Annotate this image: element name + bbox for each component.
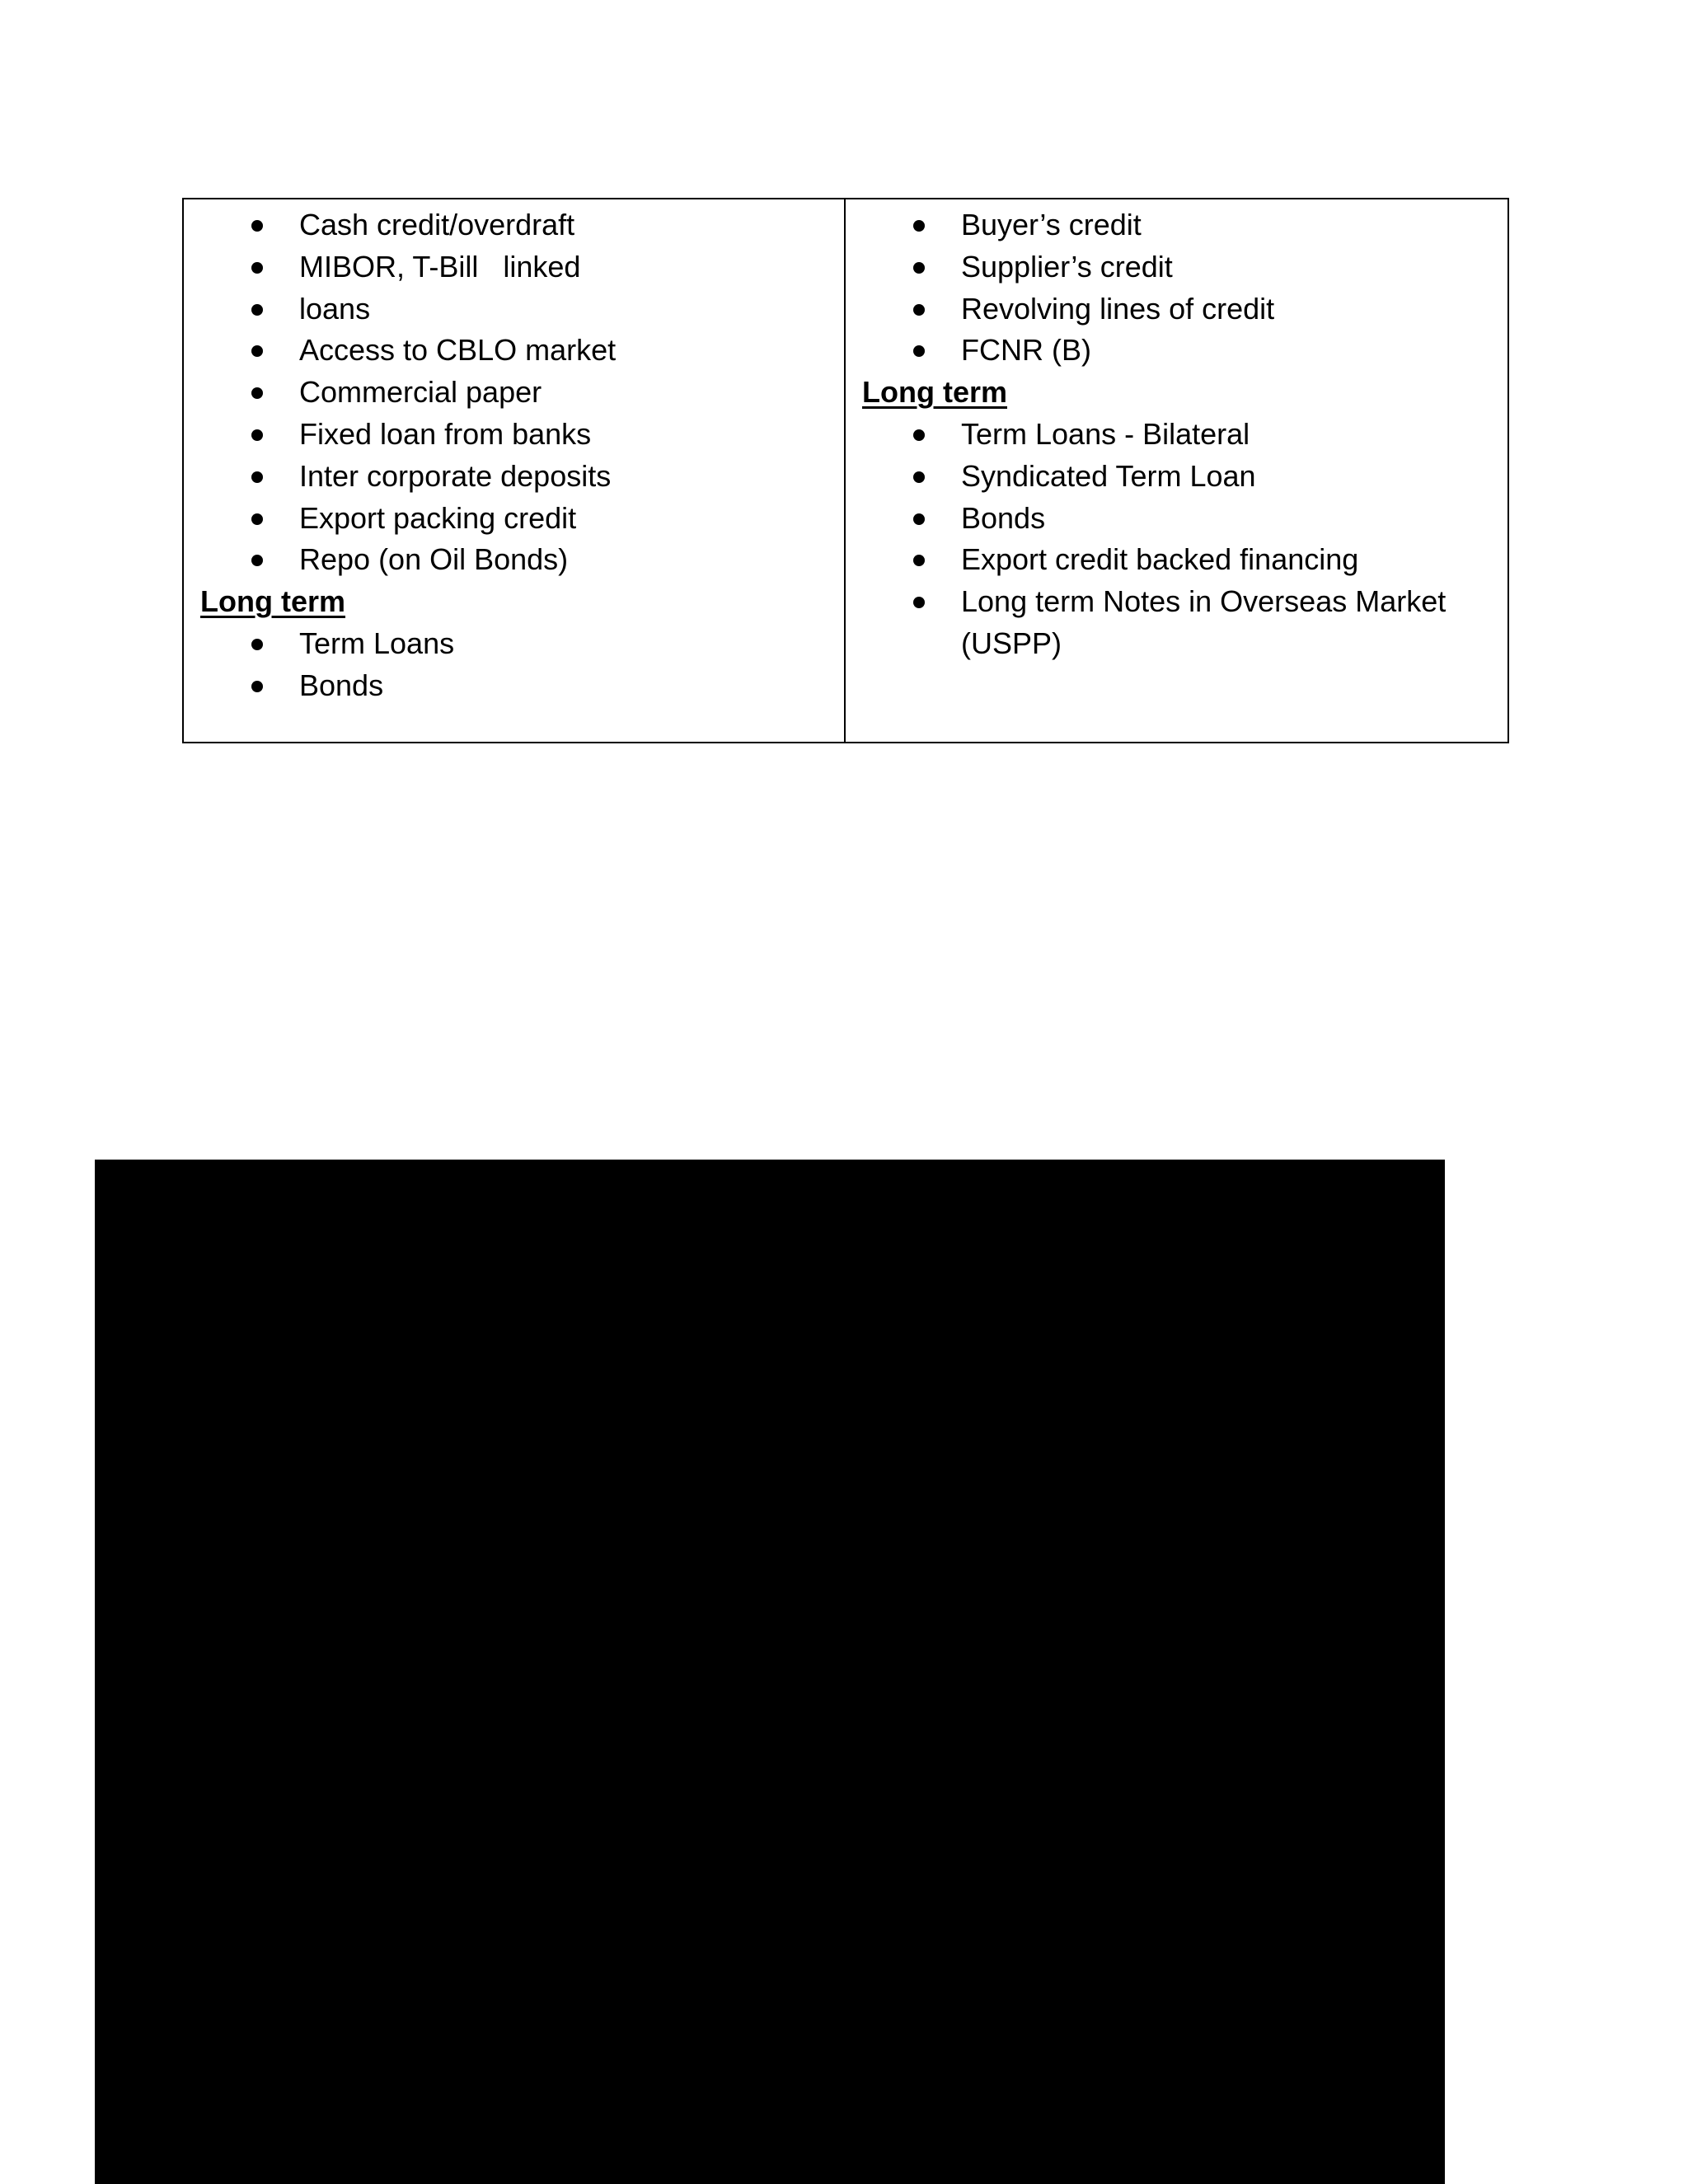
bullet-icon	[251, 639, 263, 650]
list-item: Term Loans - Bilateral	[846, 414, 1507, 456]
bullet-icon	[913, 513, 925, 525]
list-item: Export packing credit	[184, 498, 844, 540]
bullet-icon	[251, 681, 263, 692]
bullet-icon	[913, 262, 925, 274]
bullet-icon	[251, 304, 263, 316]
right-column-cell	[845, 199, 1508, 743]
list-item: Cash credit/overdraft	[184, 204, 844, 246]
bullet-icon	[251, 387, 263, 399]
list-item: Syndicated Term Loan	[846, 456, 1507, 498]
list-item: Inter corporate deposits	[184, 456, 844, 498]
right-short-term-list	[846, 204, 1507, 372]
list-item: MIBOR, T-Bill linked	[184, 246, 844, 288]
right-long-term-heading: Long term	[862, 375, 1007, 410]
list-item: Supplier’s credit	[846, 246, 1507, 288]
bullet-icon	[251, 345, 263, 357]
left-short-term-list	[184, 204, 844, 581]
bullet-icon	[913, 597, 925, 608]
bullet-icon	[251, 220, 263, 232]
bullet-icon	[913, 345, 925, 357]
list-item: Repo (on Oil Bonds)	[184, 539, 844, 581]
list-item: Term Loans	[184, 623, 844, 665]
bullet-icon	[251, 429, 263, 441]
list-item: Commercial paper	[184, 372, 844, 414]
bullet-icon	[913, 220, 925, 232]
left-column-content	[184, 199, 844, 707]
left-long-term-list	[184, 623, 844, 707]
bullet-icon	[913, 304, 925, 316]
list-item: Long term Notes in Overseas Market (USPP)	[846, 581, 1507, 665]
bullet-icon	[251, 555, 263, 566]
list-item: loans	[184, 288, 844, 330]
list-item: Buyer’s credit	[846, 204, 1507, 246]
list-item: Bonds	[846, 498, 1507, 540]
redacted-image-block	[95, 1160, 1445, 2184]
list-item: FCNR (B)	[846, 330, 1507, 372]
right-column-content	[846, 199, 1507, 665]
bullet-icon	[913, 555, 925, 566]
bullet-icon	[251, 471, 263, 483]
left-long-term-heading: Long term	[200, 584, 345, 619]
list-item: Access to CBLO market	[184, 330, 844, 372]
bullet-icon	[251, 262, 263, 274]
list-item: Fixed loan from banks	[184, 414, 844, 456]
table-row	[183, 199, 1508, 743]
right-long-term-list	[846, 414, 1507, 665]
financing-options-table	[182, 198, 1509, 743]
bullet-icon	[913, 429, 925, 441]
bullet-icon	[913, 471, 925, 483]
bullet-icon	[251, 513, 263, 525]
list-item: Revolving lines of credit	[846, 288, 1507, 330]
list-item: Export credit backed financing	[846, 539, 1507, 581]
list-item: Bonds	[184, 665, 844, 707]
left-column-cell	[183, 199, 845, 743]
